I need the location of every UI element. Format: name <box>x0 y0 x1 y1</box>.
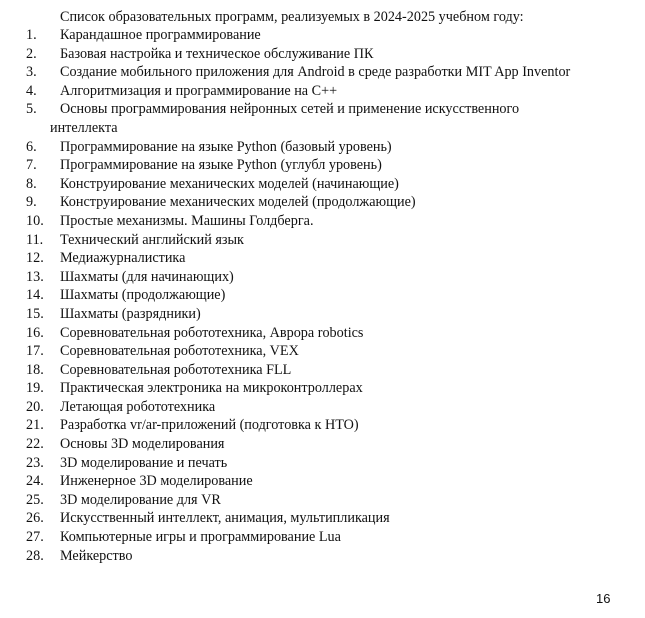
program-list <box>0 26 645 565</box>
item-text: Технический английский язык <box>60 231 244 248</box>
list-item <box>0 175 645 194</box>
item-text: Шахматы (продолжающие) <box>60 287 226 304</box>
item-number: 7. <box>26 157 37 174</box>
list-item <box>0 212 645 231</box>
item-text: Базовая настройка и техническое обслуживание ПК <box>60 45 374 62</box>
item-number: 26. <box>26 510 44 527</box>
item-number: 14. <box>26 287 44 304</box>
item-number: 2. <box>26 45 37 62</box>
item-number: 6. <box>26 138 37 155</box>
item-number: 20. <box>26 398 44 415</box>
item-text: Медиажурналистика <box>60 250 186 267</box>
item-text: Инженерное 3D моделирование <box>60 473 253 490</box>
list-item <box>0 547 645 566</box>
list-item <box>0 472 645 491</box>
item-text: Соревновательная робототехника, VEX <box>60 343 299 360</box>
list-item <box>0 100 645 137</box>
item-text: Компьютерные игры и программирование Lua <box>60 529 341 546</box>
item-text: Карандашное программирование <box>60 27 261 43</box>
item-text: Основы программирования нейронных сетей и применение искусственного <box>60 101 520 118</box>
item-number: 8. <box>26 175 37 192</box>
item-text: Шахматы (разрядники) <box>60 305 201 322</box>
list-item <box>0 435 645 454</box>
item-number: 4. <box>26 82 37 99</box>
item-text: Алгоритмизация и программирование на С++ <box>60 82 338 99</box>
item-number: 19. <box>26 380 44 397</box>
item-text: Летающая робототехника <box>60 398 216 415</box>
item-number: 24. <box>26 473 44 490</box>
item-text: Конструирование механических моделей (начинающие) <box>60 175 399 192</box>
item-number: 23. <box>26 454 44 471</box>
item-text: Конструирование механических моделей (продолжающие) <box>60 194 416 211</box>
list-item <box>0 454 645 473</box>
item-number: 5. <box>26 101 37 118</box>
item-number: 1. <box>26 27 37 43</box>
list-item <box>0 416 645 435</box>
item-number: 12. <box>26 250 44 267</box>
item-text: Разработка vr/ar-приложений (подготовка к НТО) <box>60 417 359 434</box>
item-number: 9. <box>26 194 37 211</box>
item-number: 10. <box>26 212 44 229</box>
item-text: Соревновательная робототехника, Аврора robotics <box>60 324 364 341</box>
item-number: 17. <box>26 343 44 360</box>
item-text: Программирование на языке Python (базовый уровень) <box>60 138 392 155</box>
item-text: Соревновательная робототехника FLL <box>60 361 292 378</box>
item-text-continuation: интеллекта <box>50 119 118 136</box>
list-item <box>0 249 645 268</box>
list-item <box>0 45 645 64</box>
item-text: Мейкерство <box>60 547 133 564</box>
list-item <box>0 26 645 45</box>
document-title: Список образовательных программ, реализуемых в 2024-2025 учебном году: <box>60 9 524 25</box>
item-text: Создание мобильного приложения для Android в среде разработки MIT App Inventor <box>60 64 571 81</box>
item-number: 27. <box>26 529 44 546</box>
item-number: 22. <box>26 436 44 453</box>
item-text: Искусственный интеллект, анимация, мультипликация <box>60 510 390 527</box>
list-item <box>0 379 645 398</box>
item-text: Шахматы (для начинающих) <box>60 268 234 285</box>
item-text: Программирование на языке Python (углубл уровень) <box>60 157 382 174</box>
list-item <box>0 509 645 528</box>
list-item <box>0 193 645 212</box>
item-number: 15. <box>26 305 44 322</box>
item-text: 3D моделирование и печать <box>60 454 228 471</box>
item-text: Простые механизмы. Машины Голдберга. <box>60 212 314 229</box>
list-item <box>0 528 645 547</box>
item-number: 28. <box>26 547 44 564</box>
list-item <box>0 63 645 82</box>
item-number: 25. <box>26 491 44 508</box>
list-item <box>0 268 645 287</box>
page-number: 16 <box>596 591 611 606</box>
item-text: Практическая электроника на микроконтроллерах <box>60 380 363 397</box>
list-item <box>0 324 645 343</box>
list-item <box>0 138 645 157</box>
list-item <box>0 231 645 250</box>
item-number: 3. <box>26 64 37 81</box>
list-item <box>0 156 645 175</box>
item-number: 18. <box>26 361 44 378</box>
list-item <box>0 491 645 510</box>
item-number: 21. <box>26 417 44 434</box>
item-number: 13. <box>26 268 44 285</box>
item-number: 11. <box>26 231 44 248</box>
list-item <box>0 361 645 380</box>
list-item <box>0 342 645 361</box>
list-item <box>0 82 645 101</box>
list-item <box>0 286 645 305</box>
item-text: Основы 3D моделирования <box>60 436 225 453</box>
item-text: 3D моделирование для VR <box>60 491 221 508</box>
list-item <box>0 305 645 324</box>
item-number: 16. <box>26 324 44 341</box>
list-item <box>0 398 645 417</box>
